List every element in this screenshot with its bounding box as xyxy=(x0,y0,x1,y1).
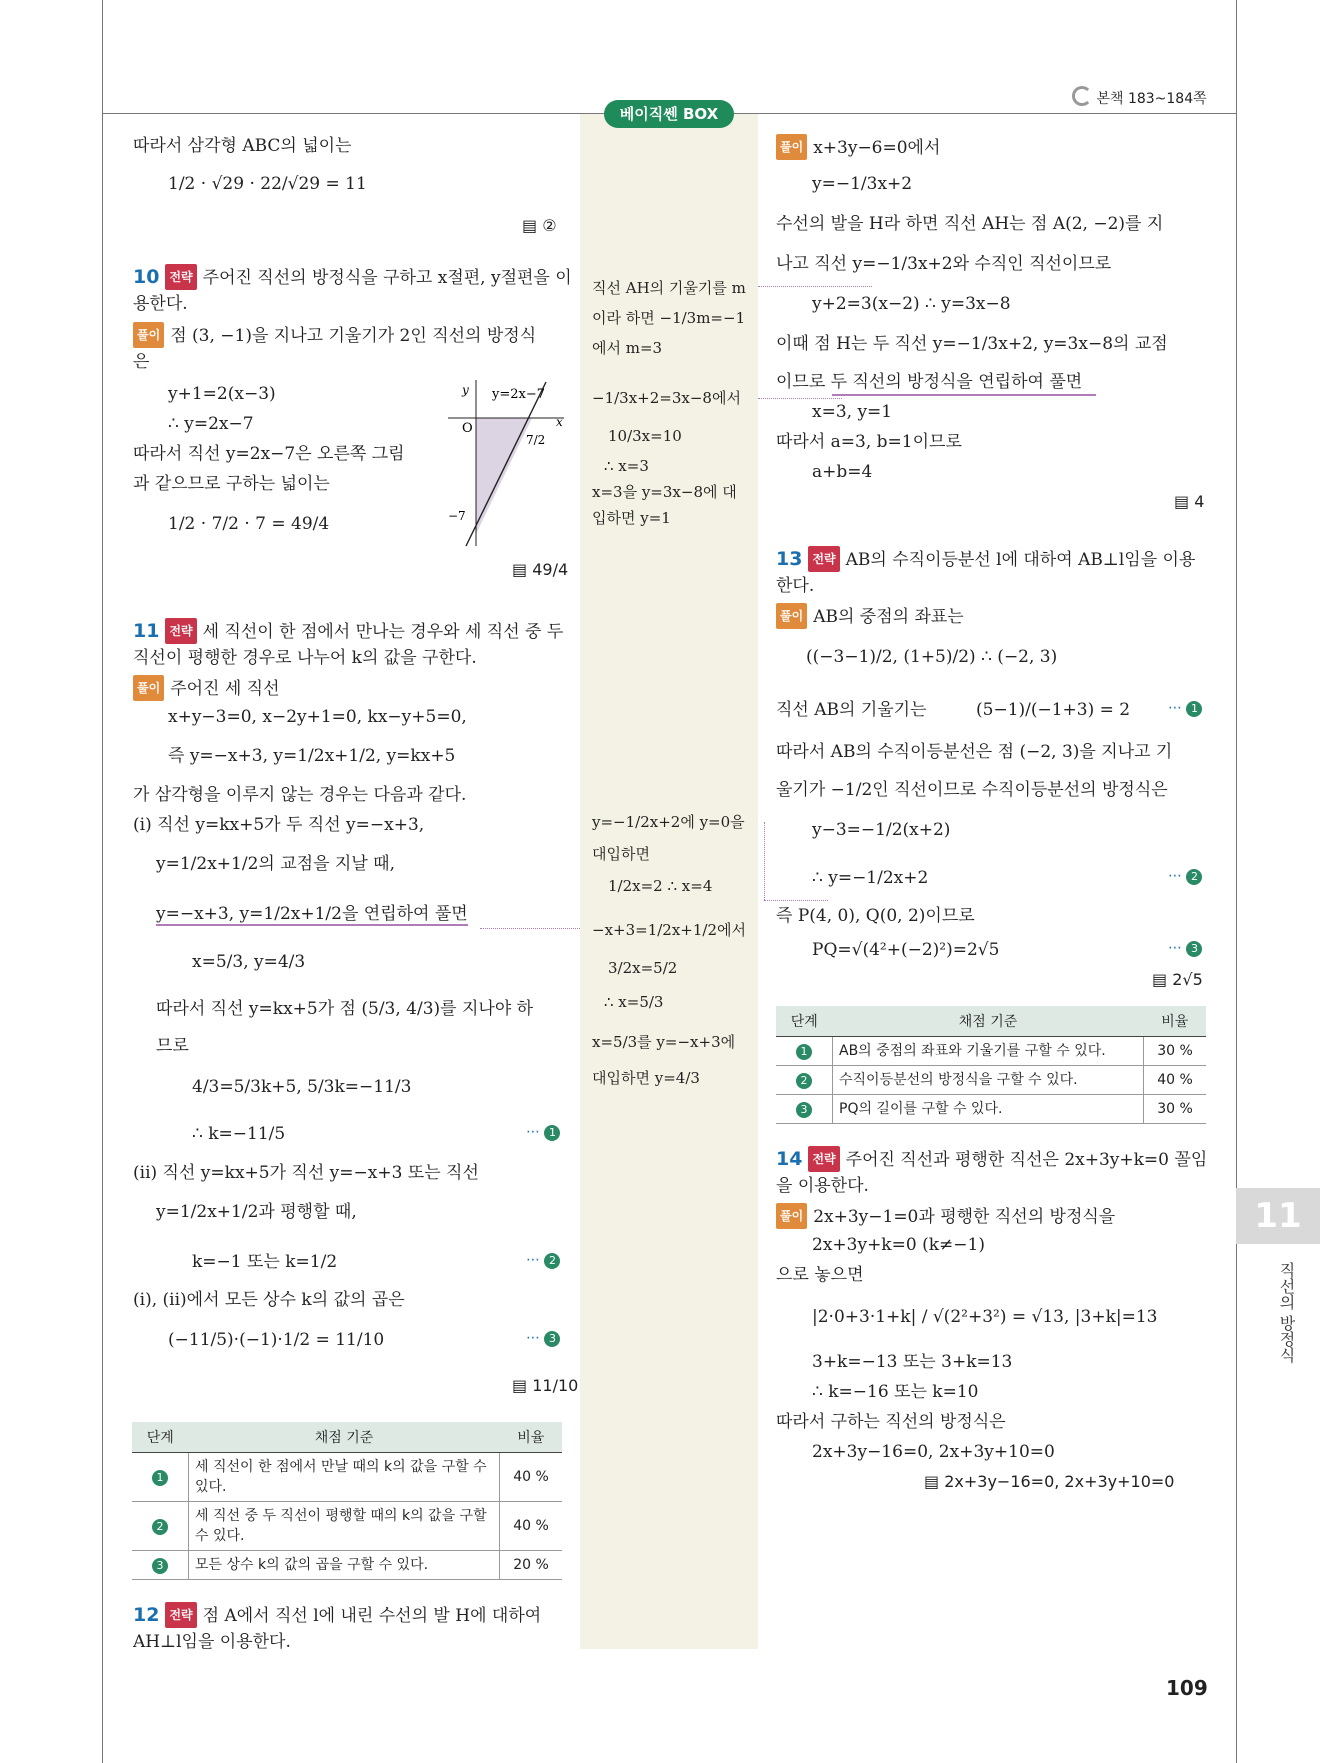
table-header-criterion: 채점 기준 xyxy=(189,1422,500,1453)
p13-l9: PQ=√(4²+(−2)²)=2√5 xyxy=(812,940,1000,960)
p14-l3: 으로 놓으면 xyxy=(776,1265,864,1285)
p14-answer-value: 2x+3y−16=0, 2x+3y+10=0 xyxy=(944,1472,1175,1491)
answer-icon: ▤ xyxy=(1152,970,1173,989)
step-dot: 1 xyxy=(544,1125,560,1141)
mid-m7: x=3을 y=3x−8에 대 xyxy=(592,483,737,501)
p12-answer-value: 4 xyxy=(1194,492,1205,511)
p11-l6: y=1/2x+1/2의 교점을 지날 때, xyxy=(156,854,395,874)
strategy-badge: 전략 xyxy=(808,1146,839,1172)
step-dot: 1 xyxy=(1186,701,1202,717)
y-intercept-label: −7 xyxy=(448,509,466,523)
p10-graph xyxy=(440,378,570,548)
p12-solution-line-1 xyxy=(776,134,940,160)
table-row xyxy=(132,1502,562,1551)
table-header-ratio: 비율 xyxy=(500,1422,563,1453)
p10-l5: 따라서 직선 y=2x−7은 오른쪽 그림 xyxy=(133,444,405,464)
p9-answer-value: ② xyxy=(542,216,557,235)
table-row xyxy=(132,1551,562,1580)
mid-m10: 대입하면 xyxy=(592,845,650,863)
p12-l1: x+3y−6=0에서 xyxy=(813,138,941,158)
answer-icon: ▤ xyxy=(512,1376,533,1395)
p13-l4: 따라서 AB의 수직이등분선은 점 (−2, 3)을 지나고 기 xyxy=(776,742,1173,762)
ratio-cell: 40 % xyxy=(500,1453,563,1502)
criterion-cell: 수직이등분선의 방정식을 구할 수 있다. xyxy=(833,1066,1144,1095)
answer-icon: ▤ xyxy=(512,560,533,579)
p14-strategy xyxy=(776,1146,1207,1172)
p11-l7-text: y=−x+3, y=1/2x+1/2을 연립하여 풀면 xyxy=(156,904,468,924)
step-dot: 3 xyxy=(796,1102,812,1118)
ratio-cell: 30 % xyxy=(1144,1095,1207,1124)
p11-answer-value: 11/10 xyxy=(532,1376,579,1395)
p12-l8: x=3, y=1 xyxy=(812,402,893,422)
x-intercept-label: 7/2 xyxy=(526,433,546,447)
p11-l8: x=5/3, y=4/3 xyxy=(192,952,306,972)
p14-answer xyxy=(924,1472,1174,1491)
step-mark-1: ⋯ 1 xyxy=(1168,700,1202,717)
p11-strategy-text-2: 직선이 평행한 경우로 나누어 k의 값을 구한다. xyxy=(133,648,477,668)
mid-m9: y=−1/2x+2에 y=0을 xyxy=(592,813,745,831)
p11-l16: (i), (ii)에서 모든 상수 k의 값의 곱은 xyxy=(133,1290,405,1310)
connector-dotted xyxy=(758,398,842,399)
p10-answer xyxy=(512,560,568,579)
step-dot: 2 xyxy=(1186,869,1202,885)
p14-strategy-text-2: 을 이용한다. xyxy=(776,1176,869,1196)
p13-strategy-text-1: AB의 수직이등분선 l에 대하여 AB⊥l임을 이용 xyxy=(845,550,1196,570)
shaded-triangle xyxy=(476,418,532,534)
p12-strategy-text-1: 점 A에서 직선 l에 내린 수선의 발 H에 대하여 xyxy=(202,1606,542,1626)
ratio-cell: 30 % xyxy=(1144,1037,1207,1066)
mid-m4: −1/3x+2=3x−8에서 xyxy=(592,389,741,407)
p11-number: 11 xyxy=(133,620,160,642)
criterion-cell: PQ의 길이를 구할 수 있다. xyxy=(833,1095,1144,1124)
p11-scoring-table xyxy=(132,1422,562,1580)
mid-m15: x=5/3를 y=−x+3에 xyxy=(592,1033,736,1051)
step-mark-2: ⋯ 2 xyxy=(526,1252,560,1269)
p11-l11: 4/3=5/3k+5, 5/3k=−11/3 xyxy=(192,1077,412,1097)
answer-icon: ▤ xyxy=(1174,492,1195,511)
underline xyxy=(832,394,1096,396)
strategy-badge: 전략 xyxy=(165,1602,196,1628)
step-mark-1: ⋯ 1 xyxy=(526,1124,560,1141)
p10-answer-value: 49/4 xyxy=(532,560,569,579)
mid-m8: 입하면 y=1 xyxy=(592,509,671,527)
p13-l1: AB의 중점의 좌표는 xyxy=(813,607,964,627)
p12-l6: 이때 점 H는 두 직선 y=−1/3x+2, y=3x−8의 교점 xyxy=(776,334,1168,354)
p12-l5: y+2=3(x−2) ∴ y=3x−8 xyxy=(812,294,1011,314)
mid-m13: 3/2x=5/2 xyxy=(608,959,678,977)
p12-l2: y=−1/3x+2 xyxy=(812,174,913,194)
strategy-badge: 전략 xyxy=(808,546,839,572)
p11-l15: k=−1 또는 k=1/2 xyxy=(192,1252,338,1272)
p14-l4: |2·0+3·1+k| / √(2²+3²) = √13, |3+k|=13 xyxy=(812,1307,1158,1327)
p10-l4: ∴ y=2x−7 xyxy=(168,414,254,434)
p13-strategy-text-2: 한다. xyxy=(776,576,815,596)
mid-m3: 에서 m=3 xyxy=(592,339,663,357)
page-border-left xyxy=(102,0,103,1763)
step-dot: 2 xyxy=(544,1253,560,1269)
p13-l3: 직선 AB의 기울기는 xyxy=(776,700,927,720)
table-header-step: 단계 xyxy=(132,1422,189,1453)
step-dot: 3 xyxy=(152,1558,168,1574)
p10-number: 10 xyxy=(133,266,160,288)
p10-strategy-text-2: 용한다. xyxy=(133,294,188,314)
y-axis-label: y xyxy=(462,383,469,397)
p14-l5: 3+k=−13 또는 3+k=13 xyxy=(812,1352,1013,1372)
mid-m1: 직선 AH의 기울기를 m xyxy=(592,279,746,297)
line-label: y=2x−7 xyxy=(492,387,546,402)
p14-number: 14 xyxy=(776,1148,803,1170)
p14-l6: ∴ k=−16 또는 k=10 xyxy=(812,1382,979,1402)
p13-l5: 울기가 −1/2인 직선이므로 수직이등분선의 방정식은 xyxy=(776,780,1168,800)
p12-l4: 나고 직선 y=−1/3x+2와 수직인 직선이므로 xyxy=(776,254,1112,274)
source-ref-text: 본책 183~184쪽 xyxy=(1096,91,1207,107)
criterion-cell: 모든 상수 k의 값의 곱을 구할 수 있다. xyxy=(189,1551,500,1580)
p14-l1: 2x+3y−1=0과 평행한 직선의 방정식을 xyxy=(813,1207,1116,1227)
step-mark-3: ⋯ 3 xyxy=(1168,940,1202,957)
criterion-cell: AB의 중점의 좌표와 기울기를 구할 수 있다. xyxy=(833,1037,1144,1066)
p13-strategy xyxy=(776,546,1195,572)
solution-badge: 풀이 xyxy=(776,603,807,629)
p10-l2: 은 xyxy=(133,352,150,372)
page-border-right xyxy=(1236,0,1237,1763)
p14-l2: 2x+3y+k=0 (k≠−1) xyxy=(812,1235,985,1255)
step-dot: 2 xyxy=(796,1073,812,1089)
p11-l14: y=1/2x+1/2과 평행할 때, xyxy=(156,1202,357,1222)
p11-l10: 므로 xyxy=(156,1036,189,1056)
step-dot: 1 xyxy=(796,1044,812,1060)
p14-l7: 따라서 구하는 직선의 방정식은 xyxy=(776,1412,1006,1432)
x-axis-label: x xyxy=(556,415,563,429)
mid-m14: ∴ x=5/3 xyxy=(604,993,664,1011)
connector-dotted xyxy=(758,286,872,287)
strategy-badge: 전략 xyxy=(165,264,196,290)
p10-strategy-text-1: 주어진 직선의 방정식을 구하고 x절편, y절편을 이 xyxy=(202,268,572,288)
p9-calc: 1/2 · √29 · 22/√29 = 11 xyxy=(168,174,367,194)
p13-l8: 즉 P(4, 0), Q(0, 2)이므로 xyxy=(776,906,975,926)
p13-l7: ∴ y=−1/2x+2 xyxy=(812,868,929,888)
p11-l5: (i) 직선 y=kx+5가 두 직선 y=−x+3, xyxy=(133,815,425,835)
p11-l2: x+y−3=0, x−2y+1=0, kx−y+5=0, xyxy=(168,707,467,727)
p11-l3: 즉 y=−x+3, y=1/2x+1/2, y=kx+5 xyxy=(168,746,456,766)
mid-m12: −x+3=1/2x+1/2에서 xyxy=(592,921,746,939)
mid-m6: ∴ x=3 xyxy=(604,457,649,475)
step-mark-3: ⋯ 3 xyxy=(526,1330,560,1347)
p12-number: 12 xyxy=(133,1604,160,1626)
p11-l9: 따라서 직선 y=kx+5가 점 (5/3, 4/3)를 지나야 하 xyxy=(156,999,534,1019)
solution-badge: 풀이 xyxy=(776,1203,807,1229)
table-row xyxy=(132,1453,562,1502)
solution-badge: 풀이 xyxy=(776,134,807,160)
mid-m2: 이라 하면 −1/3m=−1 xyxy=(592,309,746,327)
p10-l1: 점 (3, −1)을 지나고 기울기가 2인 직선의 방정식 xyxy=(170,326,537,346)
ratio-cell: 40 % xyxy=(1144,1066,1207,1095)
p11-l17: (−11/5)·(−1)·1/2 = 11/10 xyxy=(168,1330,385,1350)
source-reference xyxy=(1072,86,1207,108)
table-header-ratio: 비율 xyxy=(1144,1006,1207,1037)
page-number: 109 xyxy=(1166,1676,1208,1700)
p14-l8: 2x+3y−16=0, 2x+3y+10=0 xyxy=(812,1442,1055,1462)
p12-l7 xyxy=(776,370,1082,394)
p11-l1: 주어진 세 직선 xyxy=(170,679,280,699)
p10-l3: y+1=2(x−3) xyxy=(168,384,276,404)
p11-solution-line-1 xyxy=(133,675,280,701)
chapter-tab-title: 직선의 방정식 xyxy=(1277,1262,1296,1364)
step-mark-2: ⋯ 2 xyxy=(1168,868,1202,885)
p13-l2: ((−3−1)/2, (1+5)/2) ∴ (−2, 3) xyxy=(806,647,1058,667)
p14-strategy-text-1: 주어진 직선과 평행한 직선은 2x+3y+k=0 꼴임 xyxy=(845,1150,1208,1170)
strategy-badge: 전략 xyxy=(165,618,196,644)
chapter-tab-number: 11 xyxy=(1236,1188,1320,1244)
p10-strategy xyxy=(133,264,572,290)
table-header-step: 단계 xyxy=(776,1006,833,1037)
answer-icon: ▤ xyxy=(924,1472,945,1491)
p13-answer-value: 2√5 xyxy=(1172,970,1203,989)
criterion-cell: 세 직선 중 두 직선이 평행할 때의 k의 값을 구할 수 있다. xyxy=(189,1502,500,1551)
p13-scoring-table xyxy=(776,1006,1206,1124)
p11-answer xyxy=(512,1376,578,1395)
step-dot: 3 xyxy=(544,1331,560,1347)
p12-l3: 수선의 발을 H라 하면 직선 AH는 점 A(2, −2)를 지 xyxy=(776,214,1164,234)
connector-dotted xyxy=(764,900,828,901)
mid-m16: 대입하면 y=4/3 xyxy=(592,1069,700,1087)
solution-badge: 풀이 xyxy=(133,322,164,348)
mid-m5: 10/3x=10 xyxy=(608,427,682,445)
p12-l9: 따라서 a=3, b=1이므로 xyxy=(776,432,962,452)
p11-strategy xyxy=(133,618,563,644)
p11-strategy-text-1: 세 직선이 한 점에서 만나는 경우와 세 직선 중 두 xyxy=(202,622,564,642)
connector-dotted xyxy=(480,928,580,929)
ratio-cell: 20 % xyxy=(500,1551,563,1580)
p10-l7: 1/2 · 7/2 · 7 = 49/4 xyxy=(168,514,330,534)
p12-l10: a+b=4 xyxy=(812,462,873,482)
p10-solution-line-1 xyxy=(133,322,536,348)
p9-area-text: 따라서 삼각형 ABC의 넓이는 xyxy=(133,136,352,156)
solution-badge: 풀이 xyxy=(133,675,164,701)
ratio-cell: 40 % xyxy=(500,1502,563,1551)
answer-icon: ▤ xyxy=(522,216,543,235)
source-icon xyxy=(1072,86,1092,106)
p13-l6: y−3=−1/2(x+2) xyxy=(812,820,951,840)
p12-l7-text: 이므로 두 직선의 방정식을 연립하여 풀면 xyxy=(776,372,1083,392)
p10-l6: 과 같으므로 구하는 넓이는 xyxy=(133,474,330,494)
p12-answer xyxy=(1174,492,1204,511)
mid-m11: 1/2x=2 ∴ x=4 xyxy=(608,877,713,895)
p11-l7 xyxy=(156,902,468,926)
p11-l4: 가 삼각형을 이루지 않는 경우는 다음과 같다. xyxy=(133,785,467,805)
p12-strategy-text-2: AH⊥l임을 이용한다. xyxy=(133,1632,291,1652)
p12-strategy xyxy=(133,1602,541,1628)
step-dot: 2 xyxy=(152,1519,168,1535)
table-row xyxy=(776,1095,1206,1124)
origin-label: O xyxy=(462,421,473,436)
criterion-cell: 세 직선이 한 점에서 만날 때의 k의 값을 구할 수 있다. xyxy=(189,1453,500,1502)
table-row xyxy=(776,1037,1206,1066)
step-dot: 1 xyxy=(152,1470,168,1486)
p14-solution-line-1 xyxy=(776,1203,1115,1229)
p11-l13: (ii) 직선 y=kx+5가 직선 y=−x+3 또는 직선 xyxy=(133,1163,479,1183)
basic-box-title: 베이직쎈 BOX xyxy=(604,100,734,128)
p13-solution-line-1 xyxy=(776,603,964,629)
p13-l3b: (5−1)/(−1+3) = 2 xyxy=(976,700,1131,720)
p9-answer xyxy=(522,216,557,235)
table-row xyxy=(776,1066,1206,1095)
connector-dotted xyxy=(764,822,766,900)
p13-answer xyxy=(1152,970,1203,989)
table-header-criterion: 채점 기준 xyxy=(833,1006,1144,1037)
p13-number: 13 xyxy=(776,548,803,570)
p11-l12: ∴ k=−11/5 xyxy=(192,1124,286,1144)
step-dot: 3 xyxy=(1186,941,1202,957)
